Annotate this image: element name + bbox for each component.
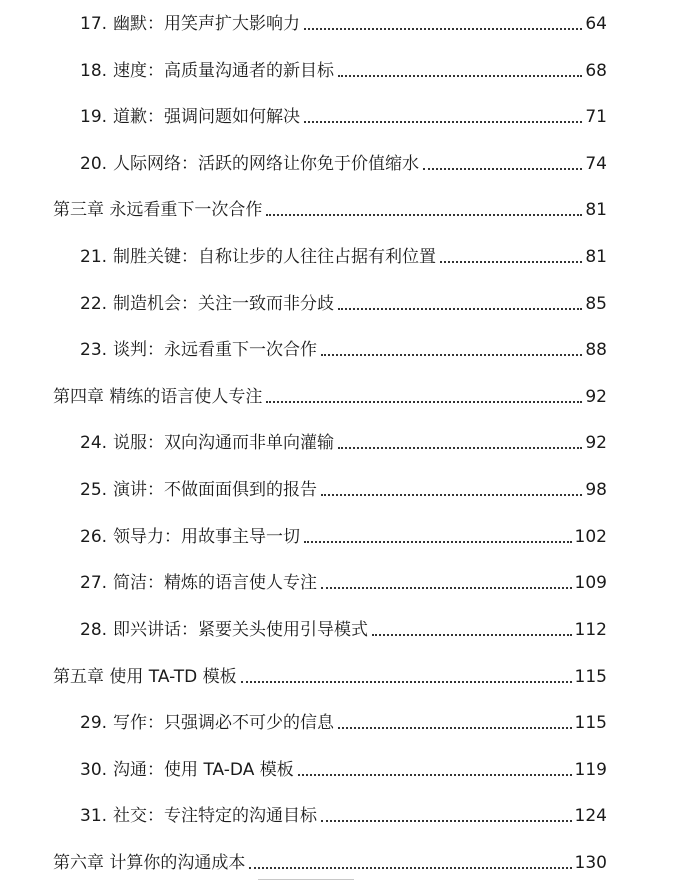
dot-leader — [266, 213, 582, 216]
dot-leader — [241, 680, 572, 683]
entry-number: 22. — [80, 294, 108, 314]
entry-title: 制胜关键：自称让步的人往往占据有利位置 — [113, 247, 437, 267]
toc-entry[interactable] — [80, 472, 607, 500]
entry-number: 23. — [80, 340, 108, 360]
dot-leader — [249, 866, 571, 869]
page-number: 64 — [585, 14, 607, 34]
toc-chapter[interactable] — [53, 379, 607, 407]
entry-title: 即兴讲话：紧要关头使用引导模式 — [113, 620, 369, 640]
dot-leader — [304, 27, 582, 30]
dot-leader — [304, 540, 572, 543]
page-number: 92 — [585, 387, 607, 407]
entry-number: 24. — [80, 433, 108, 453]
page-number: 81 — [585, 200, 607, 220]
page-bottom-divider — [258, 879, 354, 880]
toc-entry[interactable] — [80, 752, 607, 780]
entry-number: 26. — [80, 527, 108, 547]
page-number: 112 — [574, 620, 607, 640]
entry-number: 17. — [80, 14, 108, 34]
entry-title: 领导力：用故事主导一切 — [113, 527, 301, 547]
dot-leader — [423, 167, 582, 170]
page-number: 98 — [585, 480, 607, 500]
toc-entry[interactable] — [80, 6, 607, 34]
entry-title: 社交：专注特定的沟通目标 — [113, 806, 318, 826]
dot-leader — [338, 74, 582, 77]
page-number: 115 — [574, 713, 607, 733]
toc-entry[interactable] — [80, 286, 607, 314]
dot-leader — [372, 633, 572, 636]
entry-title: 制造机会：关注一致而非分歧 — [113, 294, 335, 314]
page-number: 92 — [585, 433, 607, 453]
entry-title: 谈判：永远看重下一次合作 — [113, 340, 318, 360]
dot-leader — [298, 773, 572, 776]
toc-entry[interactable] — [80, 612, 607, 640]
dot-leader — [321, 493, 582, 496]
toc-entry[interactable] — [80, 332, 607, 360]
toc-entry[interactable] — [80, 705, 607, 733]
chapter-title: 第六章 计算你的沟通成本 — [53, 853, 246, 873]
dot-leader — [338, 446, 582, 449]
entry-number: 30. — [80, 760, 108, 780]
page-number: 81 — [585, 247, 607, 267]
entry-title: 演讲：不做面面俱到的报告 — [113, 480, 318, 500]
entry-number: 19. — [80, 107, 108, 127]
toc-chapter[interactable] — [53, 659, 607, 687]
page-number: 102 — [574, 527, 607, 547]
entry-title: 简洁：精炼的语言使人专注 — [113, 573, 318, 593]
entry-number: 28. — [80, 620, 108, 640]
entry-number: 29. — [80, 713, 108, 733]
page-number: 68 — [585, 61, 607, 81]
page-number: 71 — [585, 107, 607, 127]
entry-number: 31. — [80, 806, 108, 826]
page-number: 124 — [574, 806, 607, 826]
chapter-title: 第三章 永远看重下一次合作 — [53, 200, 263, 220]
chapter-title: 第四章 精练的语言使人专注 — [53, 387, 263, 407]
page-number: 119 — [574, 760, 607, 780]
entry-number: 20. — [80, 154, 108, 174]
page-number: 115 — [574, 667, 607, 687]
page-number: 85 — [585, 294, 607, 314]
toc-entry[interactable] — [80, 425, 607, 453]
entry-title: 说服：双向沟通而非单向灌输 — [113, 433, 335, 453]
toc-entry[interactable] — [80, 99, 607, 127]
entry-number: 27. — [80, 573, 108, 593]
toc-entry[interactable] — [80, 53, 607, 81]
dot-leader — [440, 260, 582, 263]
toc-entry[interactable] — [80, 519, 607, 547]
dot-leader — [338, 307, 582, 310]
dot-leader — [321, 586, 572, 589]
entry-title: 速度：高质量沟通者的新目标 — [113, 61, 335, 81]
chapter-title: 第五章 使用 TA-TD 模板 — [53, 667, 237, 687]
toc-entry[interactable] — [80, 239, 607, 267]
entry-title: 道歉：强调问题如何解决 — [113, 107, 301, 127]
toc-entry[interactable] — [80, 565, 607, 593]
toc-entry[interactable] — [80, 798, 607, 826]
entry-title: 人际网络：活跃的网络让你免于价值缩水 — [113, 154, 420, 174]
entry-title: 写作：只强调必不可少的信息 — [113, 713, 335, 733]
page-number: 109 — [574, 573, 607, 593]
entry-number: 18. — [80, 61, 108, 81]
entry-title: 幽默：用笑声扩大影响力 — [113, 14, 301, 34]
toc-chapter[interactable] — [53, 192, 607, 220]
page-number: 74 — [585, 154, 607, 174]
dot-leader — [321, 353, 582, 356]
entry-title: 沟通：使用 TA-DA 模板 — [113, 760, 294, 780]
toc-chapter[interactable] — [53, 845, 607, 873]
page-number: 88 — [585, 340, 607, 360]
dot-leader — [266, 400, 582, 403]
dot-leader — [304, 120, 582, 123]
page-number: 130 — [574, 853, 607, 873]
dot-leader — [321, 819, 572, 822]
dot-leader — [338, 726, 572, 729]
toc-entry[interactable] — [80, 146, 607, 174]
entry-number: 25. — [80, 480, 108, 500]
entry-number: 21. — [80, 247, 108, 267]
